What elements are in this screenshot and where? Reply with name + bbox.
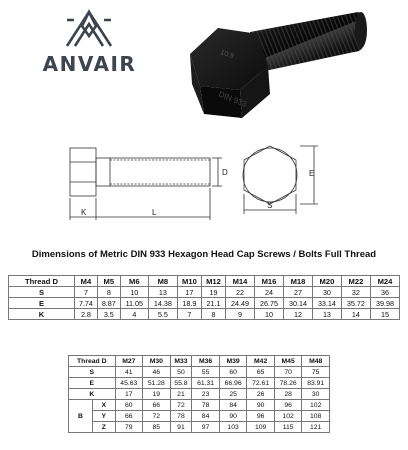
dim-label-e: E — [309, 169, 315, 178]
bolt-shaft — [250, 12, 367, 72]
table-cell: 65 — [247, 367, 275, 378]
table-cell: 11.05 — [120, 298, 148, 309]
table-cell: 12 — [283, 309, 312, 320]
dim-label-l: L — [152, 208, 157, 217]
row-label-s: S — [69, 367, 116, 378]
table-header-label: Thread D — [69, 356, 116, 367]
table-cell: 60 — [219, 367, 247, 378]
table-cell: 79 — [115, 422, 143, 433]
table-row — [9, 309, 400, 320]
table-cell: 96 — [247, 411, 275, 422]
table-cell: 85 — [143, 422, 171, 433]
table-cell: 21 — [170, 389, 192, 400]
brand-name: ANVAIR — [42, 52, 137, 76]
table-cell: 30.14 — [283, 298, 312, 309]
table-cell: 17 — [177, 287, 201, 298]
table-cell: 21.1 — [201, 298, 225, 309]
table-column-header: M6 — [120, 276, 148, 287]
table-cell: 39.98 — [370, 298, 399, 309]
table-cell: 36 — [370, 287, 399, 298]
row-label-z: Z — [93, 422, 116, 433]
table-cell: 108 — [302, 411, 330, 422]
table-column-header: M20 — [312, 276, 341, 287]
table-cell: 33.14 — [312, 298, 341, 309]
table-cell: 7 — [75, 287, 98, 298]
table-cell: 10 — [120, 287, 148, 298]
table-header-row — [69, 356, 330, 367]
row-label-e: E — [9, 298, 75, 309]
table-column-header: M45 — [274, 356, 302, 367]
table-column-header: M39 — [219, 356, 247, 367]
table-column-header: M10 — [177, 276, 201, 287]
table-cell: 19 — [143, 389, 171, 400]
row-label-e: E — [69, 378, 116, 389]
table-cell: 26 — [247, 389, 275, 400]
table-cell: 25 — [219, 389, 247, 400]
table-header-label: Thread D — [9, 276, 75, 287]
table-cell: 13 — [312, 309, 341, 320]
table-cell: 61.31 — [192, 378, 220, 389]
table-cell: 45.63 — [115, 378, 143, 389]
table-column-header: M12 — [201, 276, 225, 287]
table-column-header: M8 — [148, 276, 177, 287]
table-cell: 83.91 — [302, 378, 330, 389]
table-cell: 75 — [302, 367, 330, 378]
table-cell: 78.26 — [274, 378, 302, 389]
table-cell: 2.8 — [75, 309, 98, 320]
bolt-technical-drawing — [60, 138, 350, 230]
table-column-header: M48 — [302, 356, 330, 367]
table-cell: 32 — [341, 287, 370, 298]
table-cell: 7.74 — [75, 298, 98, 309]
table-cell: 35.72 — [341, 298, 370, 309]
table-cell: 8.87 — [97, 298, 120, 309]
table-cell: 5.5 — [148, 309, 177, 320]
table-column-header: M33 — [170, 356, 192, 367]
table-cell: 41 — [115, 367, 143, 378]
table-cell: 72 — [143, 411, 171, 422]
table-cell: 84 — [192, 411, 220, 422]
table-column-header: M18 — [283, 276, 312, 287]
table-cell: 3.5 — [97, 309, 120, 320]
table-column-header: M14 — [226, 276, 255, 287]
black-hex-bolt-photo — [170, 10, 370, 128]
table-cell: 27 — [283, 287, 312, 298]
table-cell: 70 — [274, 367, 302, 378]
table-cell: 66.96 — [219, 378, 247, 389]
table-cell: 30 — [302, 389, 330, 400]
table-cell: 7 — [177, 309, 201, 320]
row-label-k: K — [9, 309, 75, 320]
table-cell: 8 — [201, 309, 225, 320]
table-row — [69, 367, 330, 378]
table-row — [69, 411, 330, 422]
table-cell: 78 — [170, 411, 192, 422]
head-marking-top: 10.9 — [219, 49, 235, 61]
table-row — [69, 400, 330, 411]
table-cell: 90 — [219, 411, 247, 422]
dimensions-table-small — [8, 275, 400, 320]
table-column-header: M4 — [75, 276, 98, 287]
row-label-x: X — [93, 400, 116, 411]
dim-label-s: S — [267, 201, 273, 210]
table-cell: 60 — [115, 400, 143, 411]
table-column-header: M24 — [370, 276, 399, 287]
table-cell: 17 — [115, 389, 143, 400]
table-column-header: M36 — [192, 356, 220, 367]
head-marking-side: DIN 933 — [217, 89, 248, 109]
dim-label-k: K — [81, 208, 87, 217]
table-cell: 24.49 — [226, 298, 255, 309]
table-cell: 72.61 — [247, 378, 275, 389]
table-row — [9, 287, 400, 298]
table-cell: 28 — [274, 389, 302, 400]
table-cell: 66 — [143, 400, 171, 411]
table-cell: 55.8 — [170, 378, 192, 389]
table-row — [69, 378, 330, 389]
table-cell: 10 — [254, 309, 283, 320]
table-cell: 50 — [170, 367, 192, 378]
table-cell: 14.38 — [148, 298, 177, 309]
row-label-s: S — [9, 287, 75, 298]
table-row — [69, 389, 330, 400]
table-cell: 18.9 — [177, 298, 201, 309]
table-cell: 46 — [143, 367, 171, 378]
table-cell: 84 — [219, 400, 247, 411]
row-label-y: Y — [93, 411, 116, 422]
table-cell: 15 — [370, 309, 399, 320]
table-column-header: M22 — [341, 276, 370, 287]
dim-label-d: D — [222, 168, 228, 177]
row-label-b: B — [69, 400, 93, 433]
table-cell: 97 — [192, 422, 220, 433]
table-column-header: M16 — [254, 276, 283, 287]
table-cell: 13 — [148, 287, 177, 298]
table-column-header: M27 — [115, 356, 143, 367]
table-column-header: M42 — [247, 356, 275, 367]
table-row — [9, 298, 400, 309]
table-cell: 102 — [274, 411, 302, 422]
table-cell: 96 — [274, 400, 302, 411]
bolt-head — [190, 28, 270, 118]
table-cell: 103 — [219, 422, 247, 433]
table-cell: 55 — [192, 367, 220, 378]
table-column-header: M30 — [143, 356, 171, 367]
table-cell: 91 — [170, 422, 192, 433]
table-cell: 24 — [254, 287, 283, 298]
table-cell: 23 — [192, 389, 220, 400]
brand-logo — [42, 8, 137, 76]
table-cell: 26.75 — [254, 298, 283, 309]
table-column-header: M5 — [97, 276, 120, 287]
row-label-k: K — [69, 389, 116, 400]
table-row — [69, 422, 330, 433]
table-cell: 14 — [341, 309, 370, 320]
anvair-mountain-logo-icon — [64, 8, 114, 48]
table-cell: 19 — [201, 287, 225, 298]
table-cell: 51.28 — [143, 378, 171, 389]
page-title: Dimensions of Metric DIN 933 Hexagon Head Cap Screws / Bolts Full Thread — [31, 249, 377, 260]
table-cell: 8 — [97, 287, 120, 298]
table-header-row — [9, 276, 400, 287]
table-cell: 109 — [247, 422, 275, 433]
table-cell: 90 — [247, 400, 275, 411]
table-cell: 22 — [226, 287, 255, 298]
table-cell: 78 — [192, 400, 220, 411]
table-cell: 115 — [274, 422, 302, 433]
table-cell: 121 — [302, 422, 330, 433]
table-cell: 66 — [115, 411, 143, 422]
table-cell: 102 — [302, 400, 330, 411]
table-cell: 9 — [226, 309, 255, 320]
table-cell: 72 — [170, 400, 192, 411]
table-cell: 4 — [120, 309, 148, 320]
dimensions-table-large — [68, 355, 330, 433]
table-cell: 30 — [312, 287, 341, 298]
